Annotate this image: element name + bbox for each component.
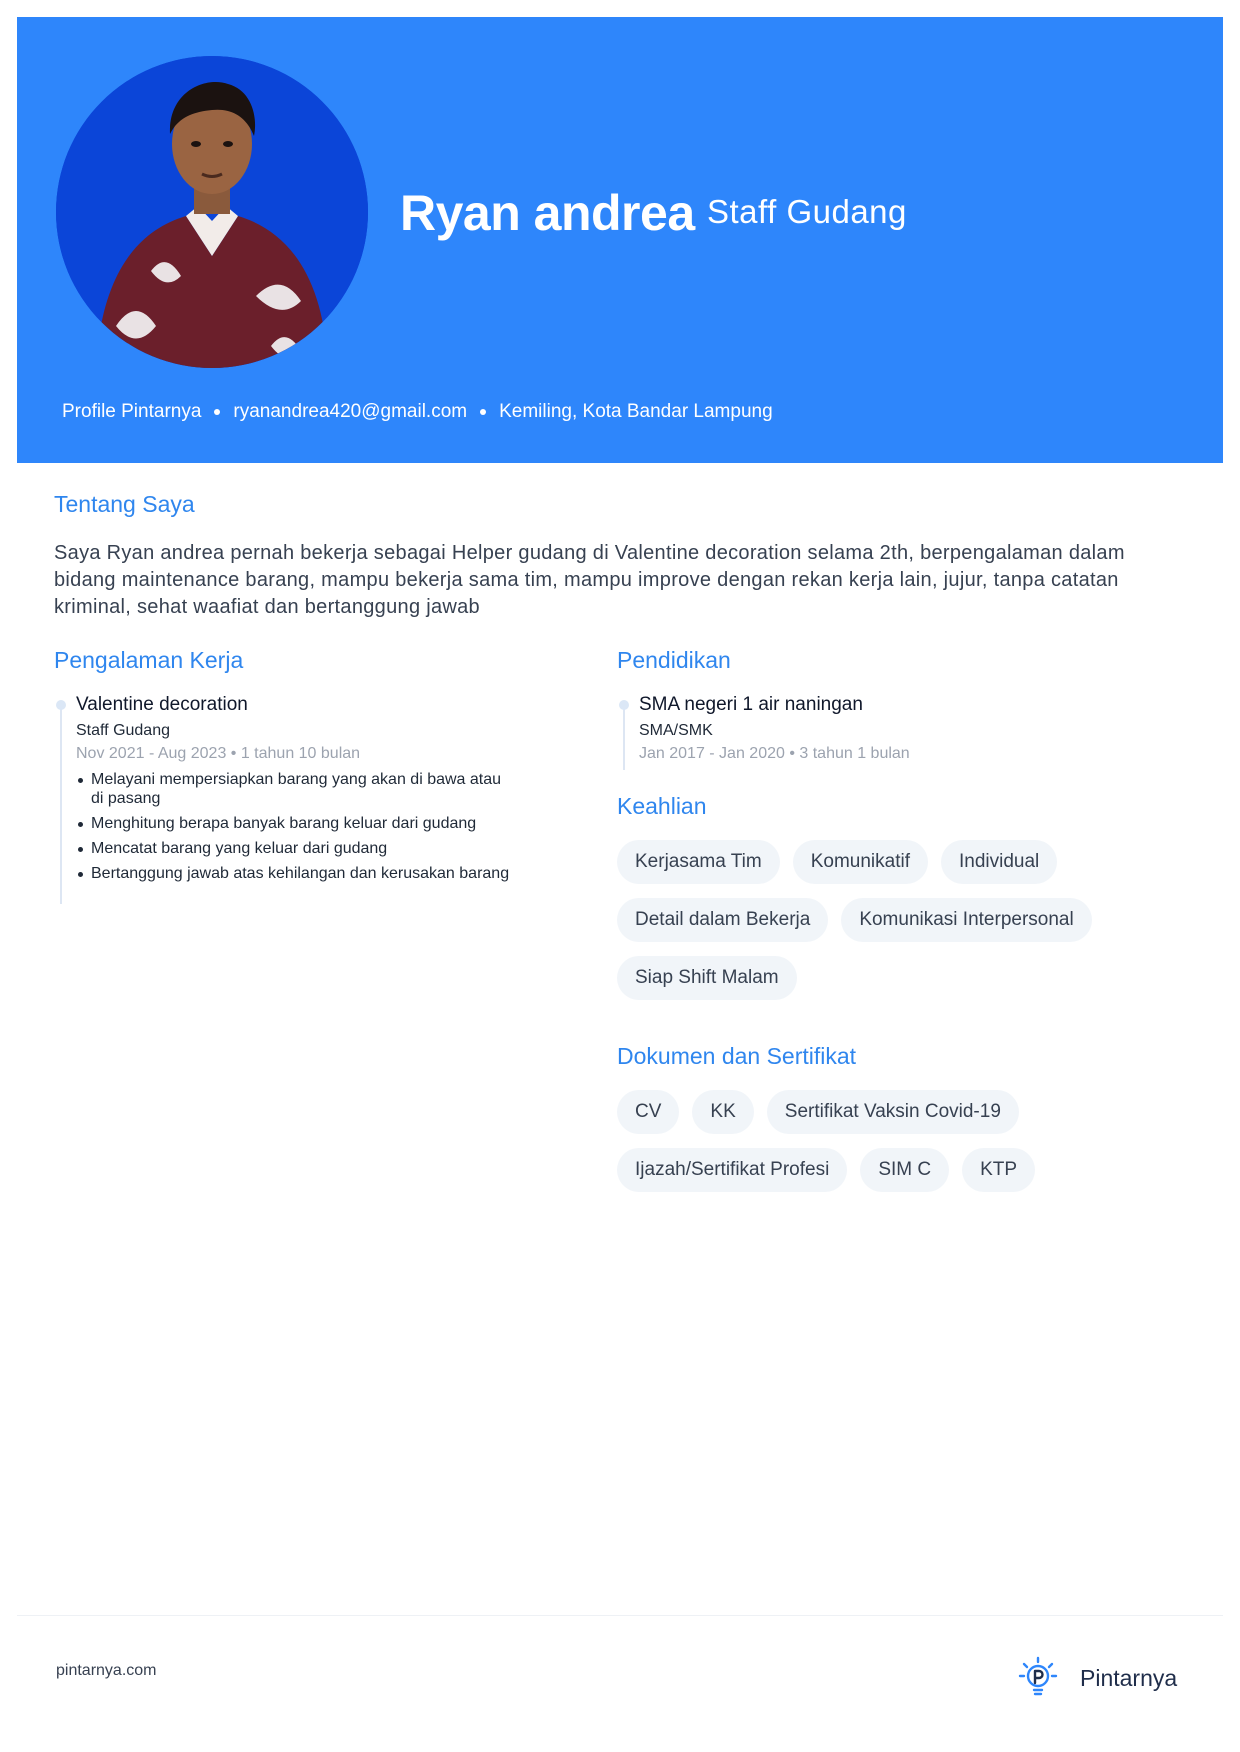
document-chip: CV xyxy=(617,1090,679,1134)
education-item xyxy=(619,694,1119,770)
email-link[interactable]: ryanandrea420@gmail.com xyxy=(233,401,468,422)
timeline-node xyxy=(619,700,629,710)
candidate-name: Ryan andrea xyxy=(400,185,695,241)
footer-divider xyxy=(17,1615,1223,1616)
skill-chip: Siap Shift Malam xyxy=(617,956,797,1000)
experience-item xyxy=(56,694,526,905)
job-period: Nov 2021 - Aug 2023 • 1 tahun 10 bulan xyxy=(76,745,361,762)
profile-header xyxy=(17,17,1223,463)
brand-name: Pintarnya xyxy=(1080,1664,1178,1691)
footer-url[interactable]: pintarnya.com xyxy=(56,1662,157,1679)
document-chip: KK xyxy=(692,1090,753,1134)
skills-title: Keahlian xyxy=(617,793,707,819)
document-chip: KTP xyxy=(962,1148,1035,1192)
separator-dot xyxy=(214,409,220,415)
duty-list xyxy=(76,770,516,889)
about-text: Saya Ryan andrea pernah bekerja sebagai Helper gudang di Valentine decoration selama 2th, berpengalaman dalam bidang maintenance barang, mampu bekerja sama tim, mampu improve dengan rekan kerja lain, jujur, tanpa catatan kriminal, sehat waafiat dan bertanggung jawab xyxy=(54,542,1125,618)
skill-chip: Komunikatif xyxy=(793,840,928,884)
person-photo-icon xyxy=(56,56,368,368)
candidate-role: Staff Gudang xyxy=(707,193,907,230)
experience-title: Pengalaman Kerja xyxy=(54,647,244,673)
documents-title: Dokumen dan Sertifikat xyxy=(617,1043,857,1069)
document-chip: SIM C xyxy=(860,1148,949,1192)
location-text: Kemiling, Kota Bandar Lampung xyxy=(499,401,773,422)
education-title: Pendidikan xyxy=(617,647,731,673)
timeline-line xyxy=(60,708,62,904)
job-position: Staff Gudang xyxy=(76,722,170,739)
about-title: Tentang Saya xyxy=(54,491,195,517)
separator-dot xyxy=(480,409,486,415)
timeline-node xyxy=(56,700,66,710)
document-chip: Ijazah/Sertifikat Profesi xyxy=(617,1148,847,1192)
documents-list xyxy=(617,1090,1157,1206)
duty-item: Mencatat barang yang keluar dari gudang xyxy=(76,839,516,858)
skill-chip: Komunikasi Interpersonal xyxy=(841,898,1091,942)
skill-chip: Individual xyxy=(941,840,1057,884)
contact-bar xyxy=(62,402,773,421)
timeline-line xyxy=(623,708,625,770)
duty-item: Menghitung berapa banyak barang keluar dari gudang xyxy=(76,814,516,833)
skills-list xyxy=(617,840,1157,1014)
duty-item: Melayani mempersiapkan barang yang akan di bawa atau di pasang xyxy=(76,770,516,808)
education-period: Jan 2017 - Jan 2020 • 3 tahun 1 bulan xyxy=(639,745,910,762)
company-name: Valentine decoration xyxy=(76,694,248,715)
profile-link[interactable]: Profile Pintarnya xyxy=(62,401,202,422)
profile-photo xyxy=(56,56,368,368)
duty-item: Bertanggung jawab atas kehilangan dan kerusakan barang xyxy=(76,864,516,883)
skill-chip: Kerjasama Tim xyxy=(617,840,780,884)
lightbulb-icon xyxy=(1014,1654,1062,1702)
document-chip: Sertifikat Vaksin Covid-19 xyxy=(767,1090,1019,1134)
school-name: SMA negeri 1 air naningan xyxy=(639,694,863,715)
brand-logo xyxy=(1014,1654,1177,1702)
education-level: SMA/SMK xyxy=(639,722,713,739)
skill-chip: Detail dalam Bekerja xyxy=(617,898,828,942)
